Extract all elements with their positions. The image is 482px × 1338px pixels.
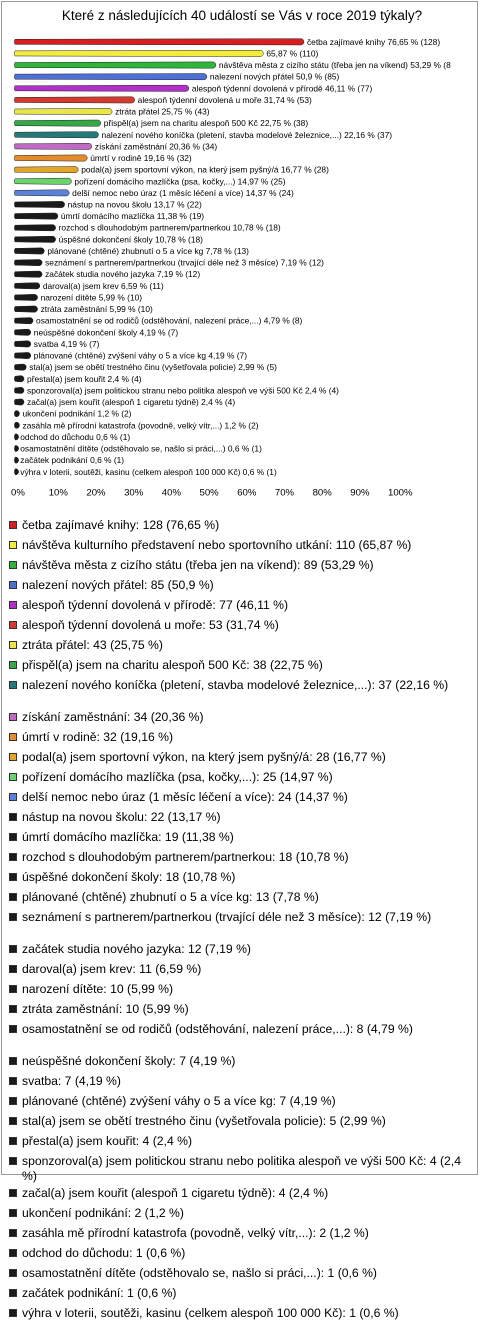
legend-label: podal(a) jsem sportovní výkon, na který jsem pyšný/á: 28 (16,77 %): [22, 750, 386, 764]
legend-label: narození dítěte: 10 (5,99 %): [22, 982, 174, 996]
bar: [14, 271, 42, 277]
legend-label: přispěl(a) jsem na charitu alespoň 500 Kč: 38 (22,75 %): [22, 658, 323, 672]
legend-label: ztráta zaměstnání: 10 (5,99 %): [22, 1002, 189, 1016]
legend-swatch: [9, 1229, 17, 1237]
legend-swatch: [9, 521, 17, 529]
legend-label: přestal(a) jsem kouřit: 4 (2,4 %): [22, 1134, 193, 1148]
bar-label: četba zajímavé knihy 76,65 % (128): [306, 36, 441, 47]
legend-item: [9, 678, 477, 710]
legend-swatch: [9, 913, 17, 921]
legend-swatch: [9, 601, 17, 609]
legend-label: začal(a) jsem kouřit (alespoň 1 cigaretu týdně): 4 (2,4 %): [22, 1186, 329, 1200]
bar-label: výhra v loterii, soutěži, kasinu (celkem alespoň 100 000 Kč) 0,6 % (1): [20, 466, 277, 477]
legend-label: četba zajímavé knihy: 128 (76,65 %): [22, 518, 220, 532]
bar-label: neúspěšné dokončení školy 4,19 % (7): [33, 327, 179, 338]
legend-swatch: [9, 1077, 17, 1085]
legend-item: [9, 1266, 477, 1286]
legend-swatch: [9, 713, 17, 721]
legend-swatch: [9, 893, 17, 901]
bar: [14, 283, 39, 289]
legend-item: [9, 518, 477, 538]
legend-item: [9, 1054, 477, 1074]
bars-layer: [14, 37, 451, 477]
legend-label: osamostatnění dítěte (odstěhovalo se, našlo si práci,...): 1 (0,6 %): [22, 1266, 377, 1280]
bar: [14, 225, 55, 231]
chart-title: Které z následujících 40 událostí se Vás v roce 2019 týkaly?: [61, 8, 423, 23]
legend-swatch: [9, 1249, 17, 1257]
legend-swatch: [9, 733, 17, 741]
legend-label: sponzoroval(a) jsem politickou stranu nebo politika alespoň ve výši 500 Kč: 4 (2,4 %): [22, 1154, 461, 1183]
legend-swatch: [9, 1005, 17, 1013]
bar: [14, 97, 134, 103]
bar-label: úspěšné dokončení školy 10,78 % (18): [58, 234, 203, 245]
legend-label: plánované (chtěné) zvýšení váhy o 5 a více kg: 7 (4,19 %): [22, 1094, 336, 1108]
legend-label: začátek podnikání: 1 (0,6 %): [22, 1286, 177, 1300]
legend-item: [9, 558, 477, 578]
legend-item: [9, 1306, 477, 1338]
bar-label: přestal(a) jsem kouřit 2,4 % (4): [27, 373, 142, 384]
legend-item: [9, 1246, 477, 1266]
x-tick-label: 40%: [161, 487, 182, 499]
legend-item: [9, 538, 477, 558]
bar: [14, 329, 30, 335]
x-tick-label: 0%: [11, 487, 25, 499]
bar: [14, 85, 188, 91]
x-tick-label: 80%: [312, 487, 332, 499]
legend-swatch: [9, 641, 17, 649]
legend-swatch: [9, 1025, 17, 1033]
legend-label: nalezení nových přátel: 85 (50,9 %): [22, 578, 214, 592]
bar: [14, 318, 33, 324]
legend-swatch: [9, 793, 17, 801]
x-tick-label: 20%: [86, 487, 106, 499]
chart-frame: [1, 1, 478, 1320]
legend-label: odchod do důchodu: 1 (0,6 %): [22, 1246, 186, 1260]
bar-plot: [2, 2, 480, 512]
legend-item: [9, 830, 477, 850]
bar-label: pořízení domácího mazlíčka (psa, kočky,...) 14,97 % (25): [74, 176, 286, 187]
legend-swatch: [9, 873, 17, 881]
legend-label: úmrtí v rodině: 32 (19,16 %): [22, 730, 174, 744]
legend-label: ukončení podnikání: 2 (1,2 %): [22, 1206, 184, 1220]
bar-label: 65,87 % (110): [266, 48, 319, 59]
bar-label: úmrtí v rodině 19,16 % (32): [90, 153, 192, 164]
bar-label: ztráta přátel 25,75 % (43): [115, 106, 210, 117]
bar: [14, 457, 18, 463]
legend-swatch: [9, 813, 17, 821]
bar-label: stal(a) jsem se obětí trestného činu (vyšetřovala policie) 2,99 % (5): [29, 362, 277, 373]
bar: [14, 201, 64, 207]
bar-label: přispěl(a) jsem na charitu alespoň 500 Kč 22,75 % (38): [103, 118, 309, 129]
legend-label: nástup na novou školu: 22 (13,17 %): [22, 810, 221, 824]
legend-swatch: [9, 853, 17, 861]
legend-item: [9, 1134, 477, 1154]
bar-label: získání zaměstnání 20,36 % (34): [94, 141, 218, 152]
legend-label: rozchod s dlouhodobým partnerem/partnerkou: 18 (10,78 %): [22, 850, 349, 864]
legend-swatch: [9, 541, 17, 549]
legend-label: výhra v loterii, soutěži, kasinu (celkem alespoň 100 000 Kč): 1 (0,6 %): [22, 1306, 399, 1320]
legend-label: daroval(a) jsem krev: 11 (6,59 %): [22, 962, 202, 976]
legend-swatch: [9, 833, 17, 841]
legend-swatch: [9, 581, 17, 589]
legend-label: pořízení domácího mazlíčka (psa, kočky,...): 25 (14,97 %): [22, 770, 333, 784]
bar-label: začal(a) jsem kouřit (alespoň 1 cigaretu týdně) 2,4 % (4): [27, 397, 236, 408]
legend-label: návštěva města z cizího státu (třeba jen na víkend): 89 (53,29 %): [22, 558, 374, 572]
bar-label: sponzoroval(a) jsem politickou stranu nebo politika alespoň ve výši 500 Kč 2,4 % (4): [27, 385, 339, 396]
legend-item: [9, 1286, 477, 1306]
legend-swatch: [9, 753, 17, 761]
legend-swatch: [9, 1269, 17, 1277]
bar-label: odchod do důchodu 0,6 % (1): [20, 431, 131, 442]
legend-label: svatba: 7 (4,19 %): [22, 1074, 121, 1088]
legend-item: [9, 1094, 477, 1114]
legend-swatch: [9, 621, 17, 629]
legend-swatch: [9, 1057, 17, 1065]
bar: [14, 352, 30, 358]
legend-item: [9, 710, 477, 730]
bar-label: začátek studia nového jazyka 7,19 % (12): [45, 269, 201, 280]
bar: [14, 143, 91, 149]
legend-item: [9, 750, 477, 770]
bar: [14, 50, 263, 56]
bar: [14, 387, 24, 393]
legend-label: zasáhla mě přírodní katastrofa (povodně, velký vítr,...): 2 (1,2 %): [22, 1226, 369, 1240]
bar-label: plánované (chtěné) zvýšení váhy o 5 a více kg 4,19 % (7): [33, 350, 248, 361]
bar: [14, 469, 18, 475]
bar: [14, 166, 78, 172]
legend-item: [9, 870, 477, 890]
legend-label: úmrtí domácího mazlíčka: 19 (11,38 %): [22, 830, 234, 844]
bar-label: ukončení podnikání 1,2 % (2): [22, 408, 132, 419]
legend-swatch: [9, 1209, 17, 1217]
legend-item: [9, 962, 477, 982]
legend: [9, 518, 477, 1338]
bar-label: osamostatnění se od rodičů (odstěhování, nalezení práce,...) 4,79 % (8): [36, 315, 303, 326]
x-tick-label: 70%: [274, 487, 295, 499]
legend-swatch: [9, 773, 17, 781]
bar: [14, 306, 37, 312]
legend-label: plánované (chtěné) zhubnutí o 5 a více kg: 13 (7,78 %): [22, 890, 319, 904]
bar: [14, 120, 100, 126]
bar-label: rozchod s dlouhodobým partnerem/partnerkou 10,78 % (18): [58, 222, 281, 233]
legend-label: návštěva kulturního představení nebo sportovního utkání: 110 (65,87 %): [22, 538, 412, 552]
legend-swatch: [9, 1189, 17, 1197]
x-tick-label: 100%: [388, 487, 413, 499]
legend-label: delší nemoc nebo úraz (1 měsíc léčení a více): 24 (14,37 %): [22, 790, 348, 804]
bar-label: narození dítěte 5,99 % (10): [40, 292, 143, 303]
bar-label: nalezení nových přátel 50,9 % (85): [209, 71, 340, 82]
legend-item: [9, 850, 477, 870]
legend-label: získání zaměstnání: 34 (20,36 %): [22, 710, 204, 724]
bar: [14, 39, 304, 45]
legend-item: [9, 770, 477, 790]
x-tick-label: 10%: [48, 487, 68, 499]
legend-item: [9, 942, 477, 962]
legend-item: [9, 1226, 477, 1246]
bar-label: úmrtí domácího mazlíčka 11,38 % (19): [60, 211, 205, 222]
legend-swatch: [9, 561, 17, 569]
legend-item: [9, 1074, 477, 1094]
legend-label: seznámení s partnerem/partnerkou (trvající déle než 3 měsíce): 12 (7,19 %): [22, 910, 432, 924]
legend-swatch: [9, 985, 17, 993]
bar-label: podal(a) jsem sportovní výkon, na který jsem pyšný/á 16,77 % (28): [81, 164, 329, 175]
x-tick-label: 30%: [124, 487, 144, 499]
legend-label: alespoň týdenní dovolená v přírodě: 77 (46,11 %): [22, 598, 289, 612]
bar-label: nalezení nového koníčka (pletení, stavba modelové železnice,...) 22,16 % (37): [101, 129, 393, 140]
x-tick-label: 60%: [237, 487, 257, 499]
legend-label: nalezení nového koníčka (pletení, stavba modelové železnice,...): 37 (22,16 %): [22, 678, 449, 692]
legend-swatch: [9, 681, 17, 689]
legend-label: začátek studia nového jazyka: 12 (7,19 %): [22, 942, 251, 956]
legend-label: ztráta přátel: 43 (25,75 %): [22, 638, 163, 652]
x-axis: [11, 488, 413, 499]
bar: [14, 364, 26, 370]
legend-item: [9, 638, 477, 658]
bar-label: návštěva města z cizího státu (třeba jen na víkend) 53,29 % (8: [218, 60, 451, 71]
legend-item: [9, 1114, 477, 1134]
bar-label: delší nemoc nebo úraz (1 měsíc léčení a více) 14,37 % (24): [72, 187, 294, 198]
legend-swatch: [9, 1097, 17, 1105]
bar-label: plánované (chtěné) zhubnutí o 5 a více kg 7,78 % (13): [47, 245, 249, 256]
bar-label: daroval(a) jsem krev 6,59 % (11): [42, 280, 164, 291]
bar: [14, 248, 44, 254]
bar-label: osamostatnění dítěte (odstěhovalo se, našlo si práci,...) 0,6 % (1): [20, 443, 262, 454]
bar: [14, 74, 206, 80]
bar: [14, 376, 24, 382]
bar: [14, 213, 57, 219]
bar: [14, 236, 55, 242]
legend-swatch: [9, 1137, 17, 1145]
x-tick-label: 50%: [199, 487, 219, 499]
legend-label: alespoň týdenní dovolená u moře: 53 (31,74 %): [22, 618, 279, 632]
bar: [14, 410, 19, 416]
bar: [14, 259, 42, 265]
legend-item: [9, 1154, 477, 1186]
legend-item: [9, 1022, 477, 1054]
legend-item: [9, 1186, 477, 1206]
legend-item: [9, 658, 477, 678]
bar: [14, 445, 18, 451]
bar: [14, 434, 18, 440]
bar-label: alespoň týdenní dovolená v přírodě 46,11 % (77): [191, 83, 373, 94]
bar: [14, 155, 87, 161]
bar-label: alespoň týdenní dovolená u moře 31,74 % (53): [137, 94, 312, 105]
legend-item: [9, 1206, 477, 1226]
bar-label: ztráta zaměstnání 5,99 % (10): [40, 304, 153, 315]
legend-item: [9, 910, 477, 942]
x-tick-label: 90%: [350, 487, 370, 499]
bar: [14, 294, 37, 300]
legend-swatch: [9, 945, 17, 953]
bar: [14, 341, 30, 347]
bar-label: svatba 4,19 % (7): [33, 338, 100, 349]
legend-item: [9, 1002, 477, 1022]
bar: [14, 132, 98, 138]
bar-label: zasáhla mě přírodní katastrofa (povodně, velký vítr,...) 1,2 % (2): [22, 420, 259, 431]
legend-item: [9, 618, 477, 638]
legend-swatch: [9, 661, 17, 669]
bar-label: seznámení s partnerem/partnerkou (trvající déle než 3 měsíce) 7,19 % (12): [45, 257, 324, 268]
legend-swatch: [9, 1309, 17, 1317]
bar: [14, 422, 19, 428]
legend-item: [9, 810, 477, 830]
legend-swatch: [9, 1289, 17, 1297]
bar: [14, 399, 24, 405]
bar: [14, 108, 112, 114]
legend-item: [9, 598, 477, 618]
bar-label: začátek podnikání 0,6 % (1): [20, 455, 125, 466]
bar: [14, 62, 215, 68]
legend-item: [9, 982, 477, 1002]
legend-swatch: [9, 1157, 17, 1165]
legend-swatch: [9, 1117, 17, 1125]
legend-label: úspěšné dokončení školy: 18 (10,78 %): [22, 870, 236, 884]
legend-item: [9, 730, 477, 750]
legend-swatch: [9, 965, 17, 973]
legend-label: osamostatnění se od rodičů (odstěhování, nalezení práce,...): 8 (4,79 %): [22, 1022, 413, 1036]
legend-label: neúspěšné dokončení školy: 7 (4,19 %): [22, 1054, 236, 1068]
bar: [14, 178, 71, 184]
bar-label: nástup na novou školu 13,17 % (22): [67, 199, 202, 210]
legend-label: stal(a) jsem se obětí trestného činu (vyšetřovala policie): 5 (2,99 %): [22, 1114, 386, 1128]
legend-item: [9, 890, 477, 910]
bar: [14, 190, 69, 196]
legend-item: [9, 578, 477, 598]
legend-item: [9, 790, 477, 810]
